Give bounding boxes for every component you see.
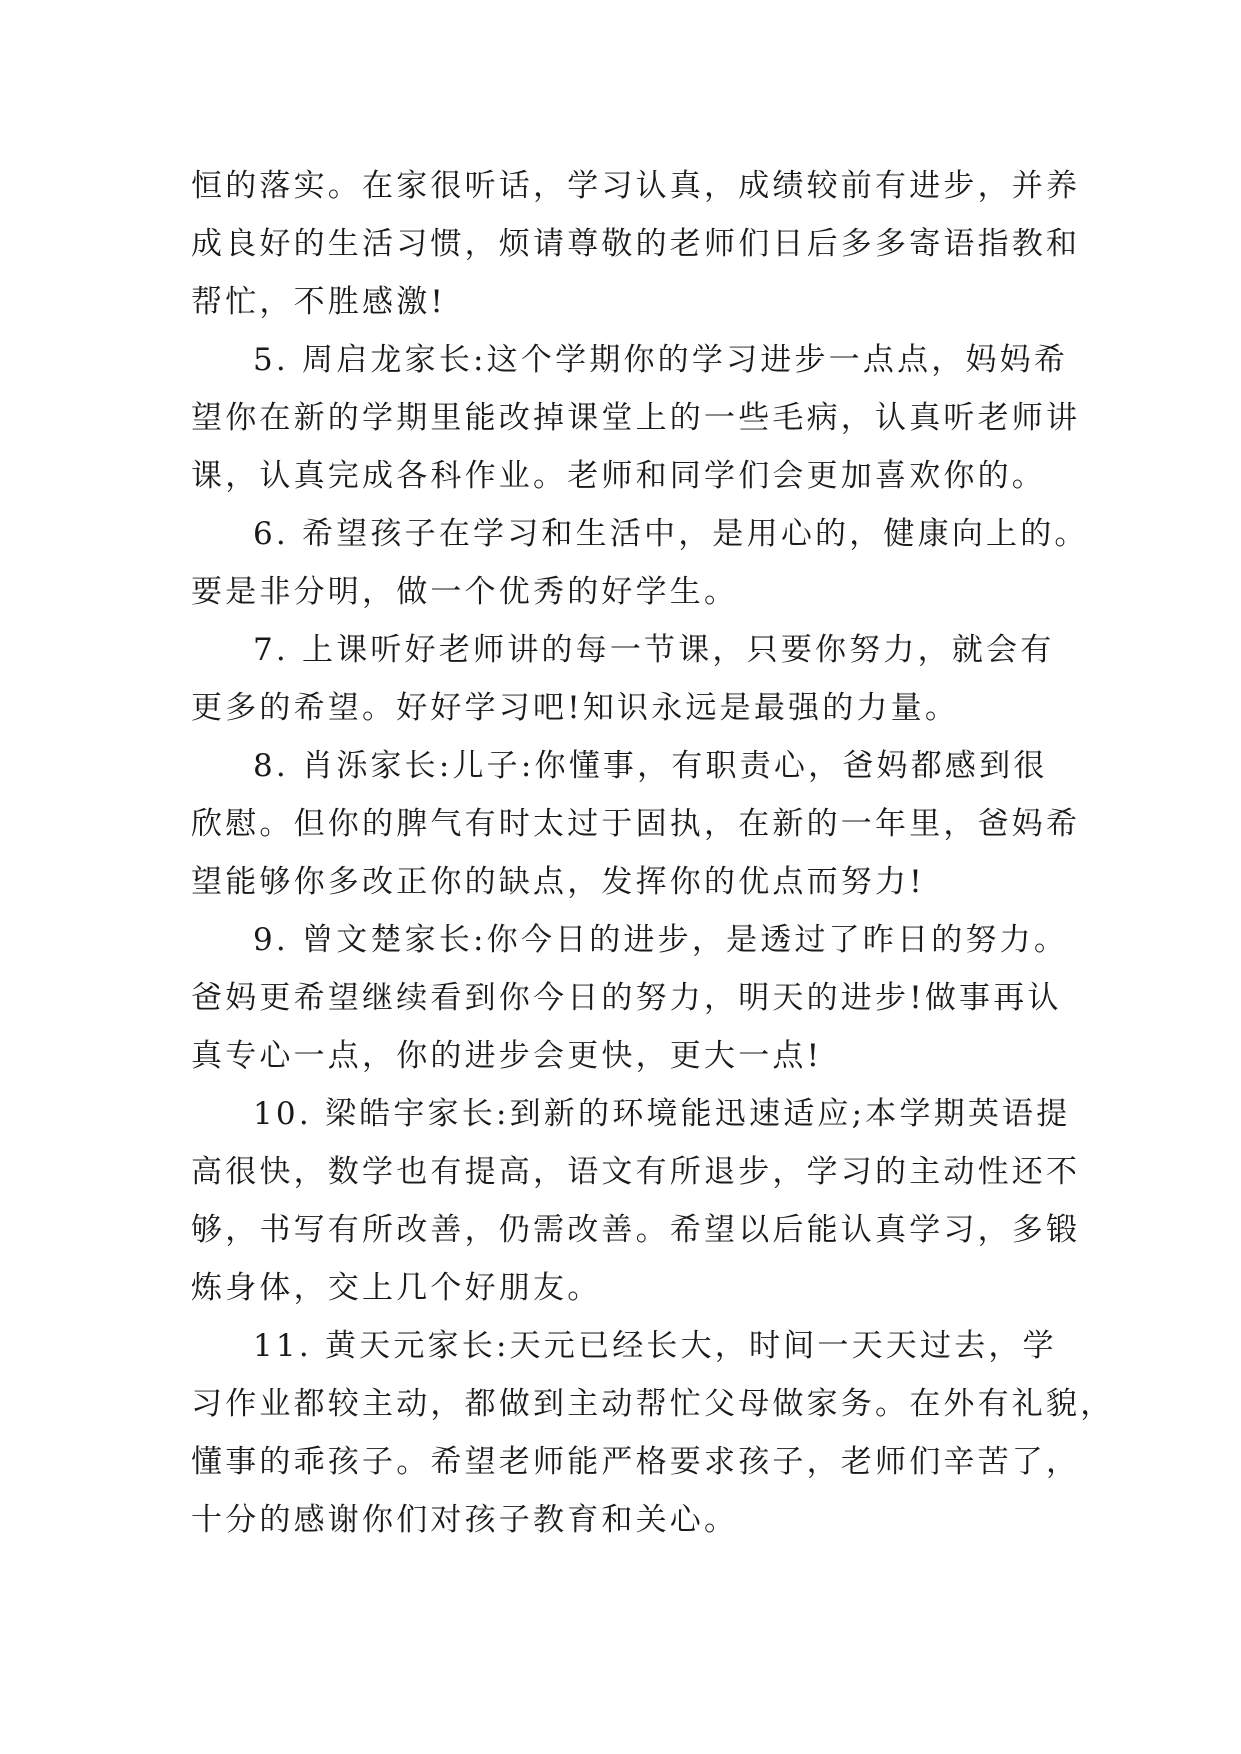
text-line: 欣慰。但你的脾气有时太过于固执，在新的一年里，爸妈希 <box>191 806 1081 842</box>
text-line: 十分的感谢你们对孩子教育和关心。 <box>191 1502 739 1538</box>
paragraph-first-line: 10. 梁皓宇家长:到新的环境能迅速适应;本学期英语提 <box>253 1096 1071 1132</box>
paragraph-first-line: 5. 周启龙家长:这个学期你的学习进步一点点，妈妈希 <box>253 342 1069 378</box>
text-line: 真专心一点，你的进步会更快，更大一点! <box>191 1038 823 1074</box>
text-line: 望你在新的学期里能改掉课堂上的一些毛病，认真听老师讲 <box>191 400 1081 436</box>
text-line: 高很快，数学也有提高，语文有所退步，学习的主动性还不 <box>191 1154 1081 1190</box>
document-body <box>191 157 1115 1549</box>
text-line: 课，认真完成各科作业。老师和同学们会更加喜欢你的。 <box>191 458 1046 494</box>
text-line: 够，书写有所改善，仍需改善。希望以后能认真学习，多锻 <box>191 1212 1081 1248</box>
paragraph-first-line: 9. 曾文楚家长:你今日的进步，是透过了昨日的努力。 <box>253 922 1069 958</box>
text-line: 习作业都较主动，都做到主动帮忙父母做家务。在外有礼貌， <box>191 1386 1115 1422</box>
text-line: 帮忙，不胜感激! <box>191 284 447 320</box>
paragraph-first-line: 6. 希望孩子在学习和生活中，是用心的，健康向上的。 <box>253 516 1089 552</box>
text-line: 更多的希望。好好学习吧!知识永远是最强的力量。 <box>191 690 960 726</box>
text-line: 炼身体，交上几个好朋友。 <box>191 1270 602 1306</box>
paragraph-first-line: 7. 上课听好老师讲的每一节课，只要你努力，就会有 <box>253 632 1055 668</box>
text-line: 望能够你多改正你的缺点，发挥你的优点而努力! <box>191 864 925 900</box>
text-line: 恒的落实。在家很听话，学习认真，成绩较前有进步，并养 <box>191 168 1081 204</box>
text-line: 爸妈更希望继续看到你今日的努力，明天的进步!做事再认 <box>191 980 1062 1016</box>
text-line: 懂事的乖孩子。希望老师能严格要求孩子，老师们辛苦了， <box>191 1444 1081 1480</box>
paragraph-first-line: 11. 黄天元家长:天元已经长大，时间一天天过去，学 <box>253 1328 1057 1364</box>
paragraph-first-line: 8. 肖泺家长:儿子:你懂事，有职责心，爸妈都感到很 <box>253 748 1048 784</box>
text-line: 成良好的生活习惯，烦请尊敬的老师们日后多多寄语指教和 <box>191 226 1081 262</box>
text-line: 要是非分明，做一个优秀的好学生。 <box>191 574 739 610</box>
